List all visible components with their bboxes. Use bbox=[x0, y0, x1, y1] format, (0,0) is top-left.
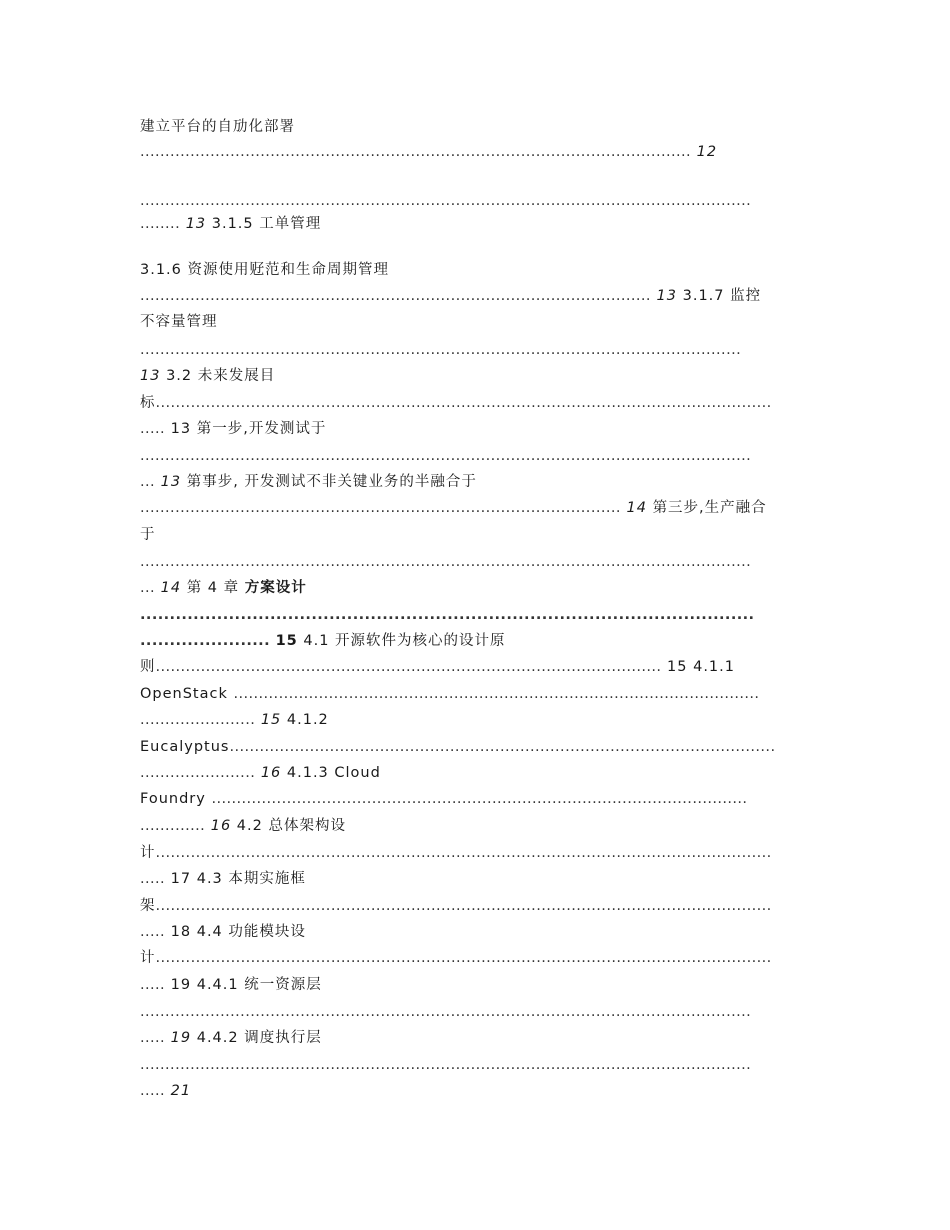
toc-leader: ... bbox=[140, 580, 156, 596]
toc-text: 3.2 未来发展目 bbox=[166, 368, 276, 384]
toc-leader: ....................... bbox=[140, 765, 256, 781]
toc-leader: ........................................................................................................................ bbox=[140, 342, 742, 358]
toc-line bbox=[140, 814, 810, 838]
toc-leader: ........................................................................................................ bbox=[140, 607, 755, 623]
toc-text: 3.1.6 资源使用觃范和生命周期管理 bbox=[140, 262, 390, 278]
toc-line bbox=[140, 140, 810, 164]
toc-page-number: 15 bbox=[275, 633, 298, 649]
toc-text: 第事步, 开发测试不非关键业务的半融合于 bbox=[186, 474, 477, 490]
toc-leader: ..... bbox=[140, 924, 166, 940]
toc-text: 19 4.4.1 统一资源层 bbox=[170, 977, 322, 993]
toc-line bbox=[140, 550, 810, 574]
toc-text: 4.1.2 bbox=[286, 712, 329, 728]
toc-leader: ......................................................................................................... bbox=[233, 686, 760, 702]
toc-leader: ..... bbox=[140, 1083, 166, 1099]
toc-page-number: 19 bbox=[170, 1030, 192, 1046]
toc-page-number: 16 bbox=[260, 765, 282, 781]
toc-text: 4.1 开源软件为核心的设计原 bbox=[303, 633, 506, 649]
toc-text: 4.2 总体架构设 bbox=[236, 818, 346, 834]
toc-leader: .......................................................................................................................... bbox=[140, 193, 752, 209]
toc-line bbox=[140, 920, 810, 944]
toc-page-number: 13 bbox=[160, 474, 182, 490]
toc-leader: ..... bbox=[140, 977, 166, 993]
toc-line bbox=[140, 761, 810, 785]
toc-text: 18 4.4 功能模块设 bbox=[170, 924, 306, 940]
toc-leader: .......................................................................................................................... bbox=[140, 1004, 752, 1020]
toc-line bbox=[140, 708, 810, 732]
toc-text: OpenStack bbox=[140, 686, 228, 702]
toc-line bbox=[140, 973, 810, 997]
toc-text: 15 4.1.1 bbox=[667, 659, 735, 675]
toc-line bbox=[140, 212, 810, 236]
toc-leader: ..... bbox=[140, 1030, 166, 1046]
toc-text: 第 4 章 bbox=[186, 580, 240, 596]
toc-line bbox=[140, 841, 810, 865]
toc-text: 于 bbox=[140, 527, 156, 543]
toc-line bbox=[140, 496, 810, 520]
toc-page-number: 14 bbox=[626, 500, 647, 516]
toc-line bbox=[140, 576, 810, 600]
toc-leader: .......................................................................................................................... bbox=[140, 554, 752, 570]
toc-line bbox=[140, 1079, 810, 1103]
toc-page-number: 14 bbox=[160, 580, 182, 596]
toc-line bbox=[140, 655, 810, 679]
toc-leader: ........................................................................................................................... bbox=[155, 950, 772, 966]
toc-text: 标 bbox=[140, 395, 156, 411]
toc-text: 建立平台的自劢化部署 bbox=[140, 119, 295, 135]
toc-leader: ..................................................................................................... bbox=[155, 659, 662, 675]
toc-line bbox=[140, 682, 810, 706]
toc-line bbox=[140, 1026, 810, 1050]
toc-leader: ...................... bbox=[140, 633, 270, 649]
toc-line bbox=[140, 523, 810, 547]
toc-text: 13 第一步,开发测试于 bbox=[170, 421, 327, 437]
toc-page-number: 13 bbox=[185, 216, 207, 232]
toc-line bbox=[140, 417, 810, 441]
toc-leader: .............................................................................................................. bbox=[140, 144, 692, 160]
toc-leader: ........................................................................................................... bbox=[211, 791, 748, 807]
toc-text: 4.4.2 调度执行层 bbox=[196, 1030, 322, 1046]
toc-line bbox=[140, 258, 810, 282]
chapter-title: 方案设计 bbox=[244, 580, 307, 596]
toc-leader: ............. bbox=[140, 818, 206, 834]
toc-line bbox=[140, 364, 810, 388]
toc-leader: ........................................................................................................................... bbox=[155, 845, 772, 861]
toc-text: 架 bbox=[140, 898, 156, 914]
toc-leader: .......................................................................................................................... bbox=[140, 448, 752, 464]
toc-line bbox=[140, 391, 810, 415]
toc-line bbox=[140, 470, 810, 494]
toc-line bbox=[140, 338, 810, 362]
toc-line bbox=[140, 1000, 810, 1024]
toc-leader: ..... bbox=[140, 421, 166, 437]
toc-text: 计 bbox=[140, 950, 156, 966]
toc-line bbox=[140, 284, 810, 308]
toc-page-number: 21 bbox=[170, 1083, 192, 1099]
toc-line bbox=[140, 444, 810, 468]
toc-line bbox=[140, 787, 810, 811]
toc-text: Foundry bbox=[140, 791, 206, 807]
toc-leader: ........................................................................................................................... bbox=[155, 898, 772, 914]
toc-line bbox=[140, 1053, 810, 1077]
toc-page-number: 12 bbox=[696, 144, 718, 160]
toc-text: 3.1.7 监控 bbox=[682, 288, 762, 304]
toc-text: 计 bbox=[140, 845, 156, 861]
toc-text: 第三步,生产融合 bbox=[652, 500, 767, 516]
toc-text: 3.1.5 工单管理 bbox=[211, 216, 322, 232]
toc-line bbox=[140, 310, 810, 334]
toc-text: 不容量管理 bbox=[140, 314, 218, 330]
toc-line bbox=[140, 189, 810, 213]
toc-line bbox=[140, 603, 810, 627]
toc-line bbox=[140, 629, 810, 653]
toc-leader: ................................................................................................ bbox=[140, 500, 621, 516]
toc-leader: .......................................................................................................................... bbox=[140, 1057, 752, 1073]
toc-text: 17 4.3 本期实施框 bbox=[170, 871, 306, 887]
toc-leader: ........ bbox=[140, 216, 181, 232]
toc-line bbox=[140, 735, 810, 759]
toc-text: 则 bbox=[140, 659, 156, 675]
toc-line bbox=[140, 115, 810, 139]
toc-page-number: 15 bbox=[260, 712, 282, 728]
toc-leader: ........................................................................................................................... bbox=[155, 395, 772, 411]
toc-text: Eucalyptus bbox=[140, 739, 230, 755]
toc-text: 4.1.3 Cloud bbox=[286, 765, 381, 781]
toc-page-number: 16 bbox=[210, 818, 232, 834]
toc-leader: ..... bbox=[140, 871, 166, 887]
toc-leader: ... bbox=[140, 474, 156, 490]
toc-page-number: 13 bbox=[656, 288, 677, 304]
toc-line bbox=[140, 894, 810, 918]
toc-leader: ............................................................................................................. bbox=[229, 739, 776, 755]
toc-line bbox=[140, 867, 810, 891]
toc-leader: ...................................................................................................... bbox=[140, 288, 651, 304]
toc-page-number: 13 bbox=[140, 368, 161, 384]
toc-line bbox=[140, 946, 810, 970]
toc-leader: ....................... bbox=[140, 712, 256, 728]
